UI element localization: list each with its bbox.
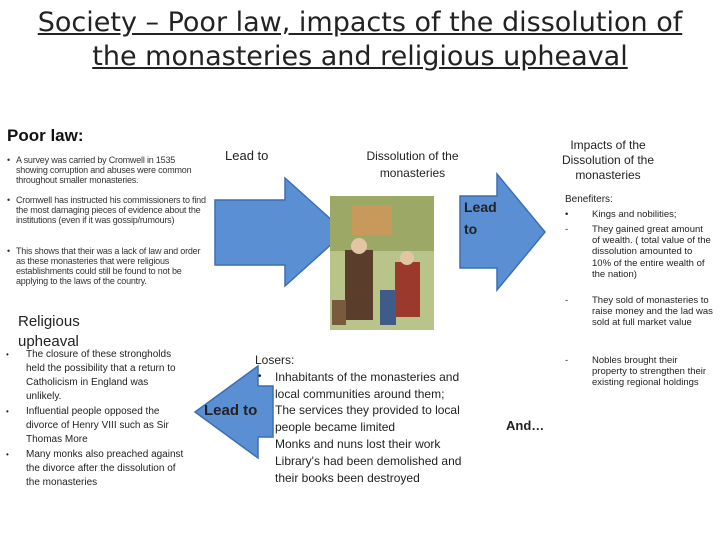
losers-line: their books been destroyed bbox=[275, 471, 420, 485]
benefiters-heading: Benefiters: bbox=[565, 194, 613, 205]
arrow-label-lead-to: Lead to bbox=[225, 148, 269, 163]
losers-line: Library's had been demolished and bbox=[275, 454, 462, 468]
losers-line: people became limited bbox=[275, 420, 396, 434]
bullet-icon: • bbox=[6, 450, 9, 459]
and-label: And… bbox=[506, 418, 545, 433]
slide-title: Society – Poor law, impacts of the dissolution of the monasteries and religious upheaval bbox=[37, 7, 683, 72]
right-arrow-icon bbox=[215, 178, 345, 286]
benefiter-item: - They gained great amount of wealth. ( total value of the dissolution amounted to 10% of the entire wealth of the nation) bbox=[565, 224, 711, 280]
bullet-icon: • bbox=[6, 407, 9, 416]
religious-item: • Many monks also preached against the divorce after the dissolution of the monasteries bbox=[6, 449, 184, 488]
losers-line: The services they provided to local bbox=[275, 403, 460, 417]
bullet-icon: • bbox=[7, 246, 10, 256]
monastery-illustration bbox=[330, 196, 434, 330]
losers-heading: Losers: bbox=[255, 353, 295, 367]
arrow-label-lead-to: Lead to bbox=[464, 199, 497, 237]
dash-icon: - bbox=[565, 224, 569, 235]
losers-line: local communities around them; bbox=[275, 387, 445, 401]
bullet-icon: • bbox=[258, 371, 262, 382]
benefiter-item: • Kings and nobilities; bbox=[565, 209, 677, 220]
benefiter-item: - They sold of monasteries to raise money and the lad was sold at full market value bbox=[565, 295, 713, 329]
dash-icon: - bbox=[565, 295, 569, 306]
religious-item: • The closure of these strongholds held the possibility that a return to Catholicism in England was unlikely. bbox=[6, 349, 176, 402]
bullet-icon: • bbox=[6, 350, 9, 359]
dash-icon: - bbox=[565, 355, 569, 366]
religious-upheaval-heading: Religious upheaval bbox=[18, 313, 80, 350]
bullet-icon: • bbox=[7, 155, 10, 165]
religious-item: • Influential people opposed the divorce of Henry VIII such as Sir Thomas More bbox=[6, 406, 169, 445]
poor-law-item: • This shows that their was a lack of law and order as these monasteries that were religious establishments could still be found to not be applying to the laws of the country. bbox=[7, 246, 201, 286]
benefiter-item: - Nobles brought their property to strengthen their existing regional holdings bbox=[565, 355, 707, 389]
losers-line: Inhabitants of the monasteries and bbox=[275, 370, 460, 384]
arrow-label-lead-to: Lead to bbox=[204, 402, 258, 419]
poor-law-item: • Cromwell has instructed his commissioners to find the most damaging pieces of evidence about the institutions (even if it was gossip/rumours) bbox=[7, 195, 206, 225]
bullet-icon: • bbox=[7, 195, 10, 205]
losers-line: Monks and nuns lost their work bbox=[275, 437, 441, 451]
bullet-icon: • bbox=[565, 209, 569, 220]
poor-law-item: • A survey was carried by Cromwell in 1535 showing corruption and abuses were common throughout smaller monasteries. bbox=[7, 155, 192, 185]
impacts-heading: Impacts of the Dissolution of the monasteries bbox=[561, 138, 655, 182]
poor-law-heading: Poor law: bbox=[7, 126, 84, 145]
dissolution-label: Dissolution of the monasteries bbox=[366, 149, 459, 180]
